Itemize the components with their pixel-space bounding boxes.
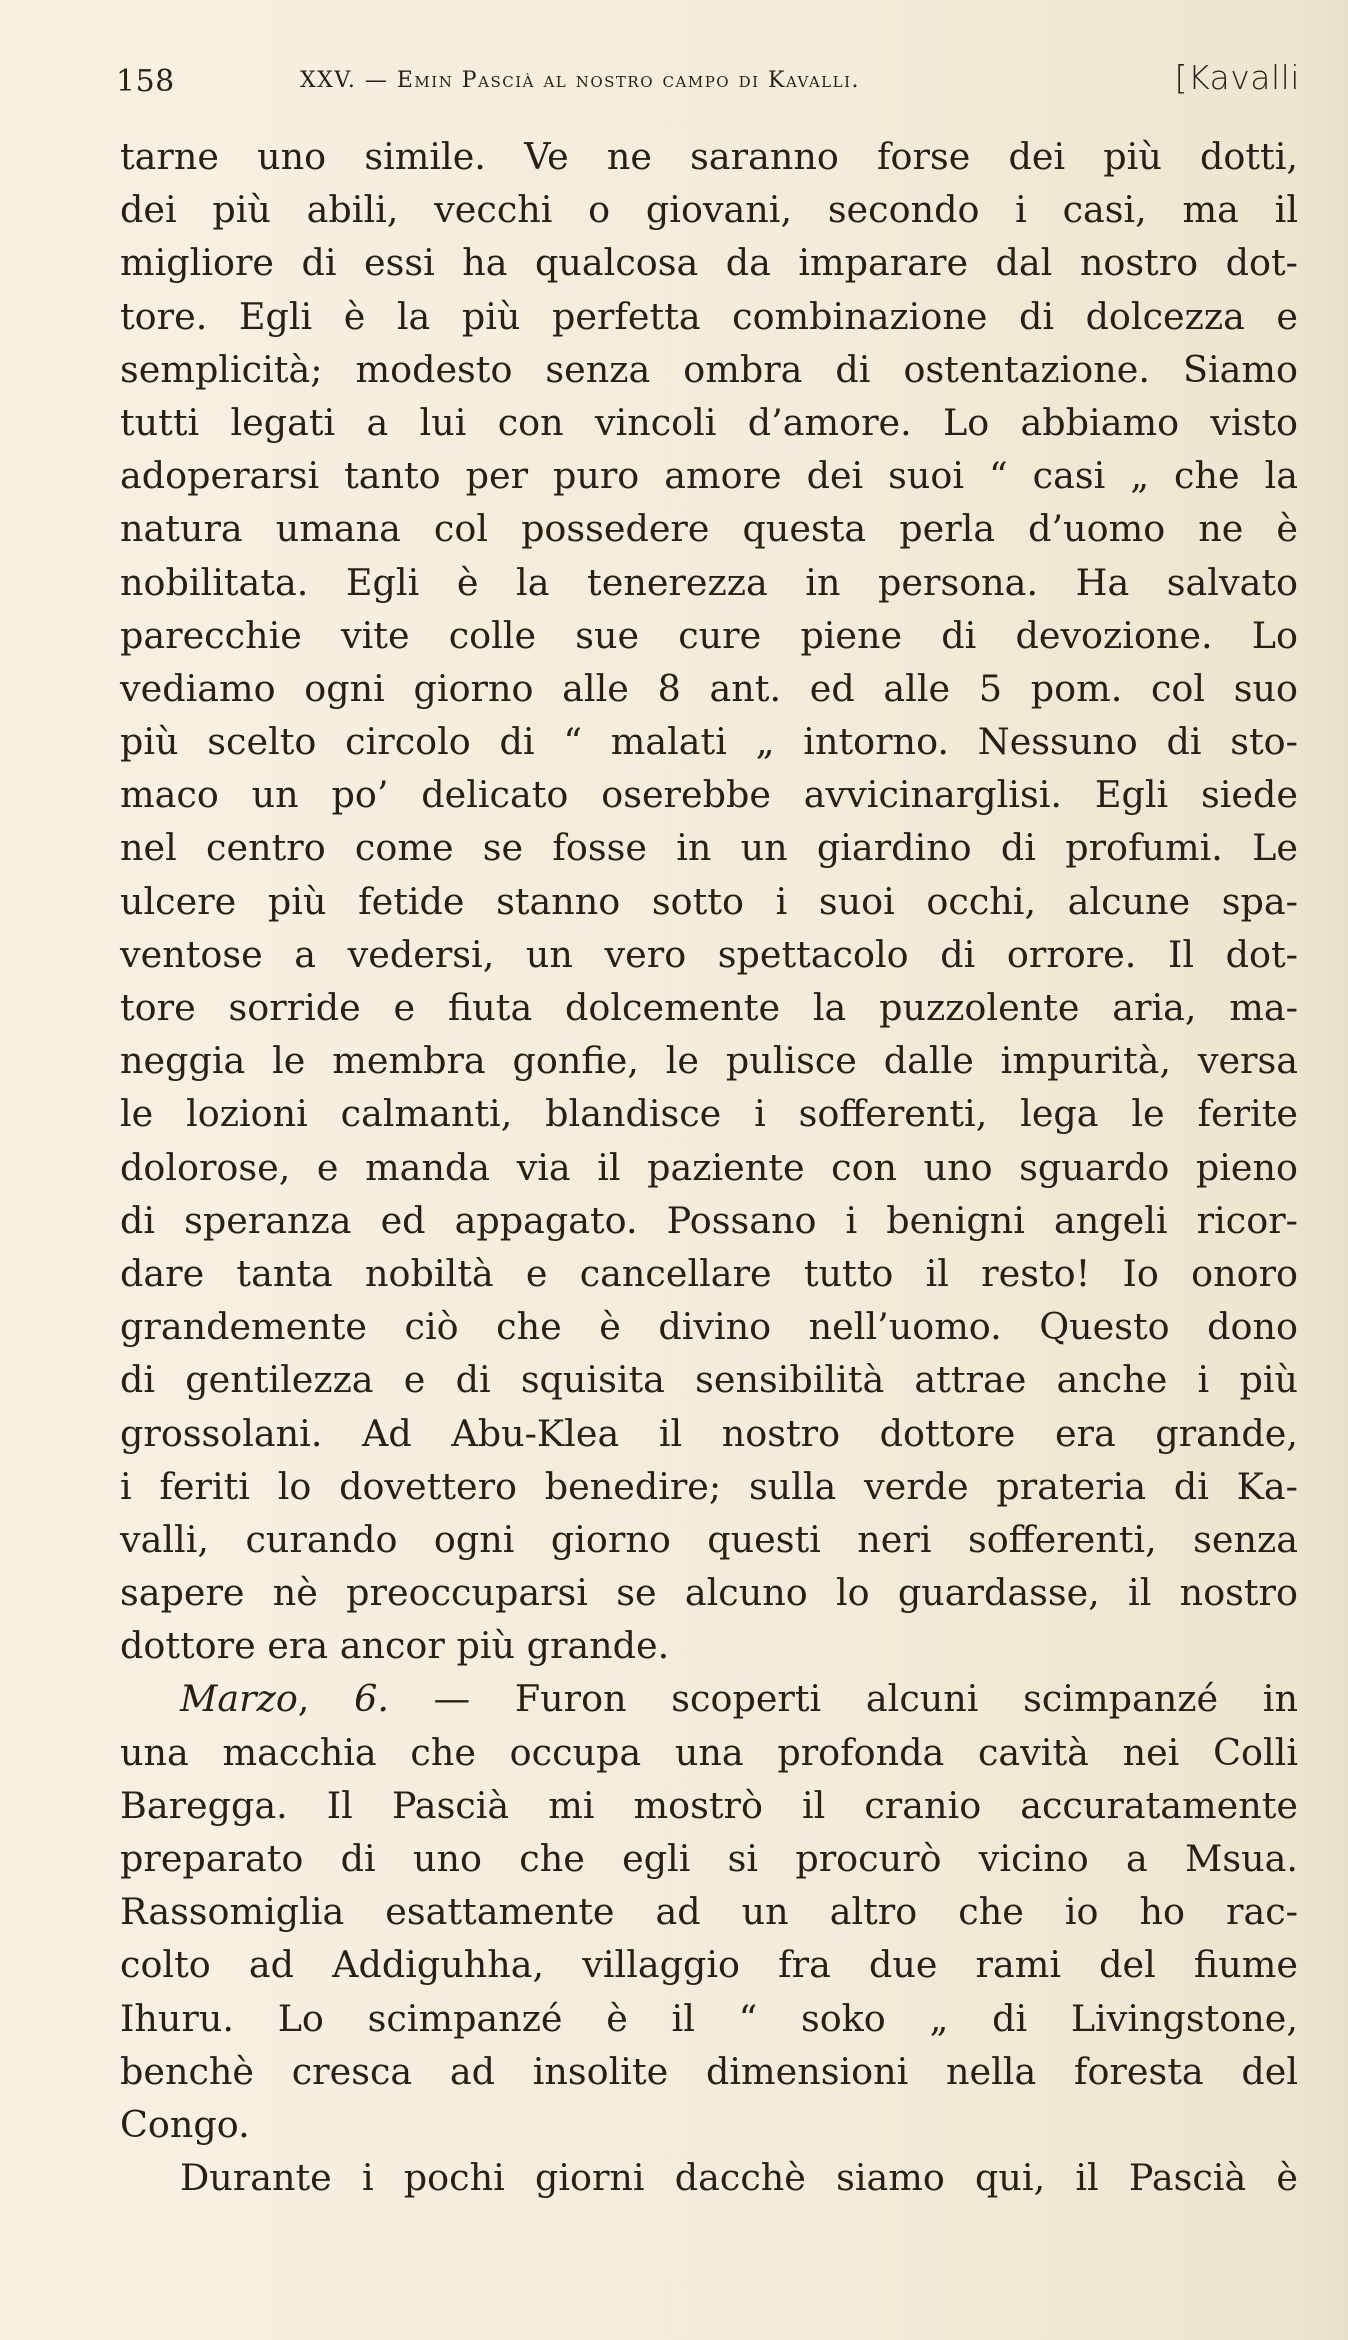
paragraph-line: vediamo ogni giorno alle 8 ant. ed alle 5 pom. col suo [120,666,1298,710]
paragraph-line: dare tanta nobiltà e cancellare tutto il resto! Io onoro [120,1251,1298,1295]
paragraph-line: grandemente ciò che è divino nell’uomo. Questo dono [120,1305,1298,1349]
paragraph-line: maco un po’ delicato oserebbe avvicinarglisi. Egli siede [120,773,1298,817]
paragraph-line: di gentilezza e di squisita sensibilità attrae anche i più [120,1358,1298,1402]
paragraph-line: più scelto circolo di “ malati „ intorno. Nessuno di sto- [120,720,1298,764]
page-header [116,58,1300,114]
running-title: XXV. — Emin Pascià al nostro campo di Kavalli. [300,68,861,93]
paragraph-line: di speranza ed appagato. Possano i benigni angeli ricor- [120,1198,1298,1242]
paragraph-line: valli, curando ogni giorno questi neri sofferenti, senza [120,1517,1298,1561]
paragraph-line: dolorose, e manda via il paziente con uno sguardo pieno [120,1145,1298,1189]
paragraph-line: nel centro come se fosse in un giardino di profumi. Le [120,826,1298,870]
paragraph-line: tutti legati a lui con vincoli d’amore. Lo abbiamo visto [120,400,1298,444]
paragraph-line: neggia le membra gonfie, le pulisce dalle impurità, versa [120,1039,1298,1083]
paragraph-line: Congo. [120,2102,250,2146]
paragraph-line: tore. Egli è la più perfetta combinazione di dolcezza e [120,294,1298,338]
paragraph-line: parecchie vite colle sue cure piene di devozione. Lo [120,613,1298,657]
paragraph-line [120,1672,1298,1725]
paragraph-line: ulcere più fetide stanno sotto i suoi occhi, alcune spa- [120,879,1298,923]
paragraph-line: preparato di uno che egli si procurò vicino a Msua. [120,1837,1298,1880]
header-bracket-label: [Kavalli [1174,58,1300,97]
date-day: 6. [354,1677,389,1721]
paragraph-line: natura umana col possedere questa perla d’uomo ne è [120,507,1298,551]
date-label: Marzo [180,1677,298,1721]
paragraph-line: sapere nè preoccuparsi se alcuno lo guardasse, il nostro [120,1571,1298,1615]
paragraph-line: adoperarsi tanto per puro amore dei suoi “ casi „ che la [120,454,1298,498]
paragraph-line: le lozioni calmanti, blandisce i sofferenti, lega le ferite [120,1092,1298,1136]
page-number: 158 [116,64,175,99]
date-line-rest: — Furon scoperti alcuni scimpanzé in [388,1677,1298,1721]
paragraph-line: semplicità; modesto senza ombra di ostentazione. Siamo [120,347,1298,391]
paragraph-3 [120,2151,1298,2204]
paragraph-line: Ihuru. Lo scimpanzé è il “ soko „ di Livingstone, [120,1996,1298,2040]
paragraph-line: Durante i pochi giorni dacchè siamo qui, il Pascià è [180,2156,1298,2200]
paragraph-line: Baregga. Il Pascià mi mostrò il cranio accuratamente [120,1783,1298,1827]
paragraph-line: colto ad Addiguhha, villaggio fra due rami del fiume [120,1943,1298,1987]
paragraph-2 [120,1672,1298,2151]
paragraph-line: tore sorride e fiuta dolcemente la puzzolente aria, ma- [120,986,1298,1029]
body-text [120,130,1298,2204]
paragraph-line: nobilitata. Egli è la tenerezza in persona. Ha salvato [120,560,1298,604]
paragraph-1 [120,130,1298,1672]
paragraph-line: dottore era ancor più grande. [120,1624,670,1668]
paragraph-2-lines [120,1726,1298,2152]
paragraph-line: migliore di essi ha qualcosa da imparare dal nostro dot- [120,241,1298,285]
paragraph-line: una macchia che occupa una profonda cavità nei Colli [120,1730,1298,1774]
date-separator: , [297,1677,355,1721]
paragraph-line: ventose a vedersi, un vero spettacolo di orrore. Il dot- [120,932,1298,976]
paragraph-line: Rassomiglia esattamente ad un altro che io ho rac- [120,1890,1298,1934]
paragraph-line: tarne uno simile. Ve ne saranno forse dei più dotti, [120,135,1298,178]
paragraph-line: grossolani. Ad Abu-Klea il nostro dottore era grande, [120,1411,1298,1455]
paragraph-line: dei più abili, vecchi o giovani, secondo i casi, ma il [120,188,1298,232]
paragraph-line: i feriti lo dovettero benedire; sulla verde prateria di Ka- [120,1464,1298,1508]
paragraph-line: benchè cresca ad insolite dimensioni nella foresta del [120,2049,1298,2093]
